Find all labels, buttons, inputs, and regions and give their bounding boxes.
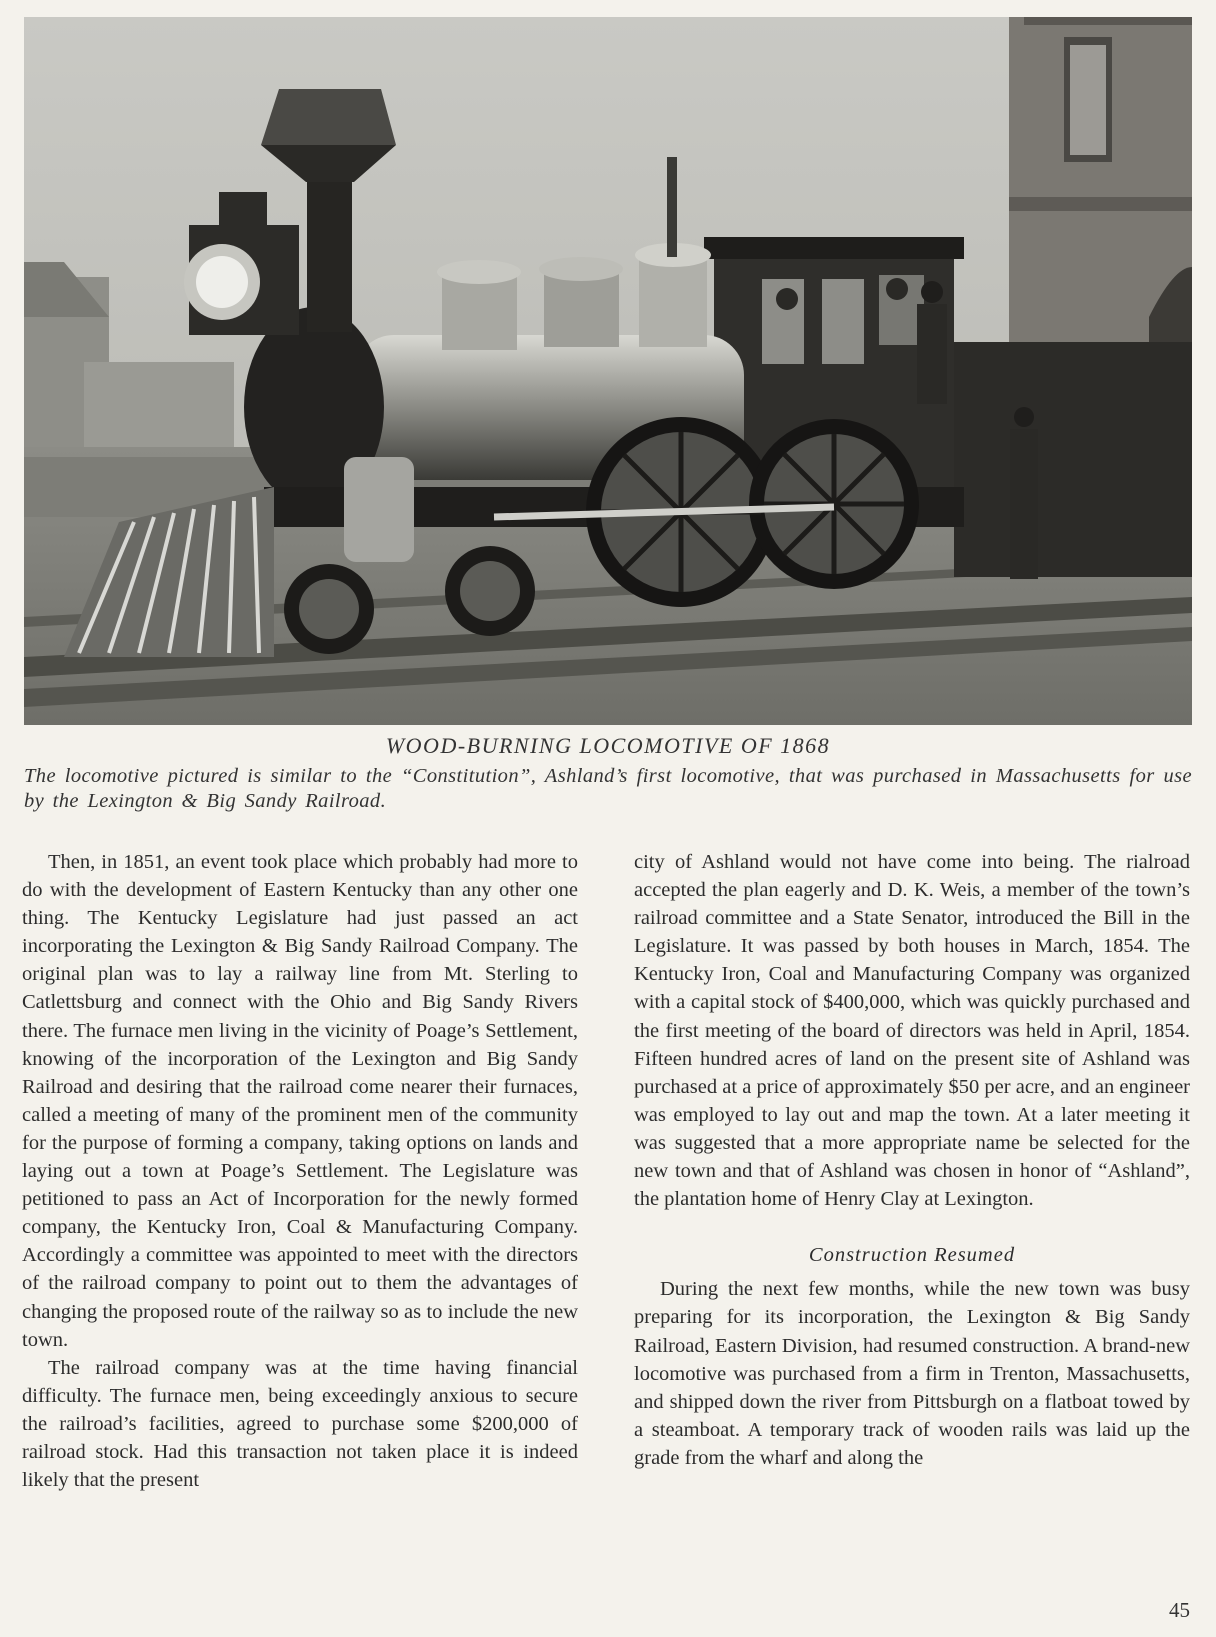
section-heading: Construction Resumed <box>808 1244 1016 1267</box>
paragraph: city of Ashland would not have come into being. The rialroad accepted the plan eagerly and D. K. Weis, a member of the town’s railroad committee and a State Senator, introduced the Bill in the Legislature. It was passed by both houses in March, 1854. The Kentucky Iron, Coal and Manufacturing Company was organized with a capital stock of $400,000, which was quickly purchased and the first meeting of the board of directors was held in April, 1854. Fifteen hundred acres of land on the present site of Ashland was purchased at a price of approximately $50 per acre, and an engineer was employed to lay out and map the town. At a later meeting it was suggested that a more appropriate name be selected for the new town and that of Ashland was chosen in honor of “Ashland”, the plantation home of Henry Clay at Lexington. <box>634 851 1190 1211</box>
paragraph: Then, in 1851, an event took place which probably had more to do with the development of Eastern Kentucky than any other one thing. The Kentucky Legislature had just passed an act incorporating the Lexington & Big Sandy Railroad Company. The original plan was to lay a railway line from Mt. Sterling to Catlettsburg and connect with the Ohio and Big Sandy Rivers there. The furnace men living in the vicinity of Poage’s Settlement, knowing of the incorporation of the Lexington and Big Sandy Railroad and desiring that the railroad come nearer their furnaces, called a meeting of many of the prominent men of the community for the purpose of forming a company, taking options on lands and laying out a town at Poage’s Settlement. The Legislature was petitioned to pass an Act of Incorporation for the newly formed company, the Kentucky Iron, Coal & Manufacturing Company. Accordingly a committee was appointed to meet with the directors of the railroad company to point out to them the advantages of changing the proposed route of the railway so as to include the new town. <box>22 851 578 1351</box>
paragraph: During the next few months, while the new town was busy preparing for its incorporation, the Lexington & Big Sandy Railroad, Eastern Division, had resumed construction. A brand-new locomotive was purchased from a firm in Trenton, Massachusetts, and shipped down the river from Pittsburgh on a flatboat towed by a steamboat. A temporary track of wooden rails was laid up the grade from the wharf and along the <box>634 1278 1190 1469</box>
page-number: 45 <box>1169 1598 1190 1622</box>
paragraph: The railroad company was at the time having financial difficulty. The furnace men, being exceedingly anxious to secure the railroad’s facilities, agreed to purchase some $200,000 of railroad stock. Had this transaction not taken place it is indeed likely that the present <box>22 1356 578 1492</box>
locomotive-photo <box>24 17 1192 725</box>
article-column-left <box>22 848 578 1494</box>
caption-title: WOOD-BURNING LOCOMOTIVE OF 1868 <box>385 733 831 758</box>
caption-text: The locomotive pictured is similar to the “Constitution”, Ashland’s first locomotive, that was purchased in Massachusetts for use by the Lexington & Big Sandy Railroad. <box>24 765 1192 812</box>
article-column-right <box>634 848 1190 1472</box>
